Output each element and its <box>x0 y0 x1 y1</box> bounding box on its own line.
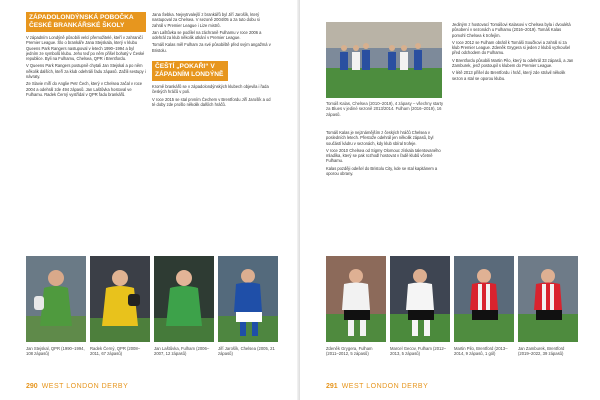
photo-caption: Zdeněk Grygera, Fulham (2011–2012, 5 zápasů) <box>326 346 373 357</box>
page-number: 290 <box>26 383 38 390</box>
photo-jarosik <box>218 256 278 342</box>
section-heading-outfield: ČEŠTÍ „POKAŘI“ V ZÁPADNÍM LONDÝNĚ <box>152 61 228 81</box>
photo-caption: Marcel Gecov, Fulham (2012–2013, 5 zápasů) <box>390 346 447 357</box>
photo-caption: Jan Laštůvka, Fulham (2006–2007, 12 zápasů) <box>154 346 210 357</box>
paragraph: Jediným z hostovací Tomášovi Kalasovi v Chelsea byla i dvoulétá působení v sezonách u Fulhamu (2016–2019). Tomáš Kalas pomohl Chelsea k trofejím. <box>452 22 571 38</box>
paragraph: Jan Laštůvka se podílel na záchraně Fulhamu v roce 2006 a odehrál za klub několik utkání v Premier League. <box>152 29 262 41</box>
photo-caption: Jiří Jarošík, Chelsea (2005, 21 zápasů) <box>218 346 275 357</box>
paragraph: V roce 2012 se Fulham obrátil k Tomáši Součkovi a zahrál si za klub Premier League. Zdeněk Grygera si jeden z klubů vyzkoušel před odchodem do Fulhamu. <box>452 39 571 56</box>
paragraph: V roce 2015 se stal prvním Čechem v Brentfordu Jiří Jarošík a od té doby zde prošlo několik dalších hráčů. <box>152 96 271 107</box>
paragraph: V Queens Park Rangers postupně chytali Jan Stejskal a po něm několik dalších, kteří za klub odehráli řadu zápasů. Zažili sestupy i návraty. <box>26 63 146 80</box>
photo-pilo <box>454 256 514 342</box>
photo-kalas-match <box>326 22 442 98</box>
page-number: 291 <box>326 383 338 390</box>
left-column-1 <box>26 12 146 250</box>
photo-caption: Jan Stejskal, QPR (1990–1994, 108 zápasů) <box>26 346 85 357</box>
right-column-1 <box>326 130 444 250</box>
paragraph: V létě 2013 přišel do Brentfordu i hráč, který zde strávil několik sezon a stal se oporou klubu. <box>452 70 566 81</box>
running-title: WEST LONDON DERBY <box>41 383 129 390</box>
paragraph: V roce 2010 Chelsea od Sigmy Olomouc získala talentovaného mladíka, který se pak rozhodl hostovat v řadě klubů včetně Fulhamu. <box>326 147 441 164</box>
photo-caption: Jan Zamburek, Brentford (2019–2022, 39 zápasů) <box>518 346 565 357</box>
paragraph: Jana Šebka. Nejvytrvalejší z brankářů byl Jiří Jarošík, který nastupoval za Chelsea. V sezoně 2004/05 a za tuto dobu si zahrál v Premier League i Lize mistrů. <box>152 12 260 28</box>
photo-caption: Martin Pilo, Brentford (2013–2014, 9 zápasů, 1 gól) <box>454 346 508 357</box>
photo-gecov <box>390 256 450 342</box>
photo-cerny <box>90 256 150 342</box>
photo-lastuvka <box>154 256 214 342</box>
left-column-2 <box>152 12 272 250</box>
paragraph: V západním Londýně působili velcí přemožitelé, kteří v zahraničí Premier League. Šlo o brankáře Jana Stejskala, který v klubu Queens Park Rangers nastupoval v letech 1990–1994 a byl jedním ze symbolů klubu. Jeho teď po něm přišel bohatý v České republice. Byli na Fulhamu, Chelsea, QPR i Brentfordu. <box>26 35 145 62</box>
right-page <box>300 0 600 400</box>
photo-caption-top: Tomáš Kalas, Chelsea (2010–2019), 4 zápasy – všechny starty za Blues v jediné sezoně 2013/2014. Fulham (2016–2019), 16 zápasů. <box>326 101 444 117</box>
photo-stejskal <box>26 256 86 342</box>
paragraph: V Brentfordu působili Martin Pilo, který tu odehrál 33 zápasů, a Jan Zamburek, jenž postoupil s klubem do Premier League. <box>452 57 574 69</box>
running-title: WEST LONDON DERBY <box>341 383 429 390</box>
photo-grygera <box>326 256 386 342</box>
paragraph: Ze Slavie míří do Anglie Petr Čech, který v Chelsea začal v roce 2004 a odehrál zde 494 zápasů. Jan Laštůvka hostoval ve Fulhamu. Radek Černý vystřídal v QPR řadu brankářů. <box>26 81 143 97</box>
section-heading-goalkeepers: ZÁPADOLONDÝNSKÁ POBOČKA ČESKÉ BRANKÁŘSKÉ ŠKOLY <box>26 12 146 32</box>
page-footer <box>26 383 128 390</box>
paragraph: Kalas později odešel do Bristolu City, kde se stal kapitánem a oporou obrany. <box>326 165 438 177</box>
photo-zamburek <box>518 256 578 342</box>
page-footer <box>326 383 428 390</box>
paragraph: Kromě brankářů se v západolondýnských klubech objevila i řada českých hráčů v poli. <box>152 84 269 95</box>
right-column-2 <box>452 22 574 250</box>
paragraph: Tomáš Kalas je nejznámějším z českých hráčů Chelsea v posledních letech. Přestože odehrál jen několik zápasů, byl součástí kádru v sezonách, kdy klub sbíral trofeje. <box>326 130 434 146</box>
photo-caption: Radek Černý, QPR (2008–2011, 67 zápasů) <box>90 346 141 357</box>
paragraph: Tomáš Kalas měl Fulham za své působiště před svým angažmá v Bristolu. <box>152 42 271 53</box>
